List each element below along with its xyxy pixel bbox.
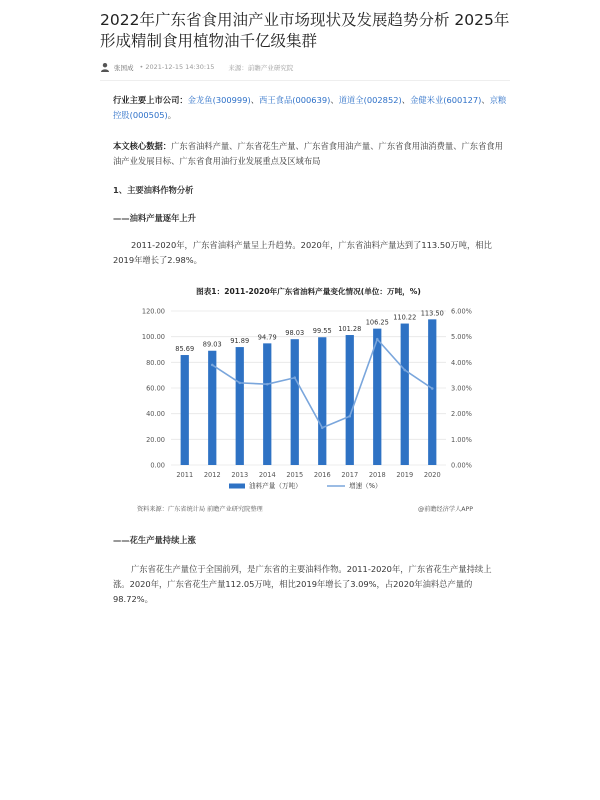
- author-avatar-icon: [100, 62, 110, 72]
- peanut-output-paragraph: 广东省花生产量位于全国前列，是广东省的主要油料作物。2011-2020年，广东省花生产量持续上涨。2020年，广东省花生产量112.05万吨，相比2019年增长了3.09%，占2020年油料总产量的98.72%。: [113, 564, 492, 604]
- article-title: 2022年广东省食用油产业市场现状及发展趋势分析 2025年形成精制食用植物油千亿级集群: [100, 11, 510, 50]
- article-source: 来源：前瞻产业研究院: [228, 63, 294, 72]
- y-right-tick-label: 1.00%: [451, 435, 472, 444]
- sentence-end: 。: [167, 110, 177, 120]
- section-heading-crops: 1、主要油料作物分析: [113, 185, 194, 195]
- core-data-paragraph: [113, 139, 508, 169]
- oil-output-paragraph: 2011-2020年，广东省油料产量呈上升趋势。2020年，广东省油料产量达到了113.50万吨，相比2019年增长了2.98%。: [113, 240, 492, 265]
- growth-rate-point: [348, 415, 351, 418]
- y-left-tick-label: 120.00: [141, 307, 165, 316]
- bar-data-label: 85.69: [175, 345, 195, 354]
- y-left-tick-label: 40.00: [146, 410, 165, 419]
- publish-datetime: 2021-12-15 14:30:15: [145, 63, 215, 71]
- x-tick-label: 2018: [368, 471, 386, 479]
- y-right-tick-label: 3.00%: [451, 384, 472, 393]
- chart-bar: [318, 337, 326, 465]
- chart-title: 图表1：2011-2020年广东省油料产量变化情况(单位：万吨，%): [196, 287, 421, 296]
- chart-bar: [181, 355, 189, 465]
- company-separator: 、: [250, 95, 260, 105]
- company-link[interactable]: 西王食品(000639): [259, 95, 331, 105]
- chart-bar: [208, 351, 216, 465]
- growth-rate-point: [266, 383, 269, 386]
- chart-bar: [291, 339, 299, 465]
- bar-data-label: 91.89: [230, 337, 250, 346]
- y-right-tick-label: 2.00%: [451, 410, 472, 419]
- company-link[interactable]: 金龙鱼(300999): [187, 95, 251, 105]
- x-tick-label: 2014: [258, 471, 276, 479]
- chart-bar: [428, 319, 436, 465]
- core-data-text: 广东省油料产量、广东省花生产量、广东省食用油产量、广东省食用油消费量、广东省食用油产业发展目标、广东省食用油行业发展重点及区域布局: [113, 141, 503, 166]
- bar-data-label: 89.03: [202, 340, 222, 349]
- growth-rate-point: [321, 426, 324, 429]
- growth-rate-point: [211, 364, 214, 367]
- meta-divider: [100, 80, 510, 81]
- growth-rate-point: [238, 382, 241, 385]
- y-right-tick-label: 0.00%: [451, 461, 472, 470]
- bar-data-label: 98.03: [285, 329, 305, 338]
- core-data-label: 本文核心数据：: [113, 141, 172, 151]
- legend-label-bar: 油料产量（万吨）: [249, 482, 302, 490]
- x-tick-label: 2016: [313, 471, 331, 479]
- oil-output-chart: [131, 282, 491, 522]
- company-separator: 、: [401, 95, 411, 105]
- company-link[interactable]: 金健米业(600127): [410, 95, 482, 105]
- bar-data-label: 106.25: [365, 318, 389, 327]
- chart-bar: [236, 347, 244, 465]
- legend-label-line: 增速（%）: [349, 482, 382, 490]
- listed-companies-paragraph: [113, 93, 508, 123]
- y-left-tick-label: 0.00: [150, 461, 165, 470]
- y-left-tick-label: 80.00: [146, 358, 165, 367]
- bar-data-label: 113.50: [420, 309, 444, 318]
- x-tick-label: 2019: [396, 471, 414, 479]
- x-tick-label: 2011: [176, 471, 194, 479]
- chart-credit: @前瞻经济学人APP: [417, 506, 473, 513]
- x-tick-label: 2017: [341, 471, 359, 479]
- chart-bar: [346, 335, 354, 465]
- x-tick-label: 2015: [286, 471, 304, 479]
- author-name[interactable]: 张国成: [114, 63, 134, 72]
- chart-bar: [263, 343, 271, 465]
- x-tick-label: 2013: [231, 471, 249, 479]
- growth-rate-point: [403, 369, 406, 372]
- article-meta: [100, 59, 520, 75]
- growth-rate-point: [431, 387, 434, 390]
- bar-data-label: 101.28: [338, 325, 362, 334]
- chart-bar: [401, 324, 409, 465]
- company-link[interactable]: 京粮控股(000505): [113, 95, 507, 120]
- x-tick-label: 2020: [423, 471, 441, 479]
- y-right-tick-label: 4.00%: [451, 358, 472, 367]
- y-left-tick-label: 60.00: [146, 384, 165, 393]
- x-tick-label: 2012: [203, 471, 221, 479]
- growth-rate-point: [376, 338, 379, 341]
- y-left-tick-label: 100.00: [141, 333, 165, 342]
- growth-rate-point: [293, 376, 296, 379]
- chart-source-note: 资料来源：广东省统计局 前瞻产业研究院整理: [137, 506, 263, 513]
- bar-data-label: 94.79: [257, 333, 277, 342]
- y-right-tick-label: 5.00%: [451, 333, 472, 342]
- subheading-peanut-output: ——花生产量持续上涨: [113, 535, 196, 545]
- meta-separator: •: [139, 63, 144, 71]
- y-left-tick-label: 20.00: [146, 435, 165, 444]
- y-right-tick-label: 6.00%: [451, 307, 472, 316]
- subheading-oil-output: ——油料产量逐年上升: [113, 213, 196, 223]
- company-separator: 、: [330, 95, 339, 105]
- listed-companies-label: 行业主要上市公司：: [113, 95, 188, 105]
- legend-swatch-bar: [229, 484, 245, 489]
- company-link[interactable]: 道道全(002852): [338, 95, 402, 105]
- bar-data-label: 110.22: [393, 313, 417, 322]
- company-separator: 、: [481, 95, 490, 105]
- bar-data-label: 99.55: [312, 327, 332, 336]
- chart-svg: [131, 282, 491, 522]
